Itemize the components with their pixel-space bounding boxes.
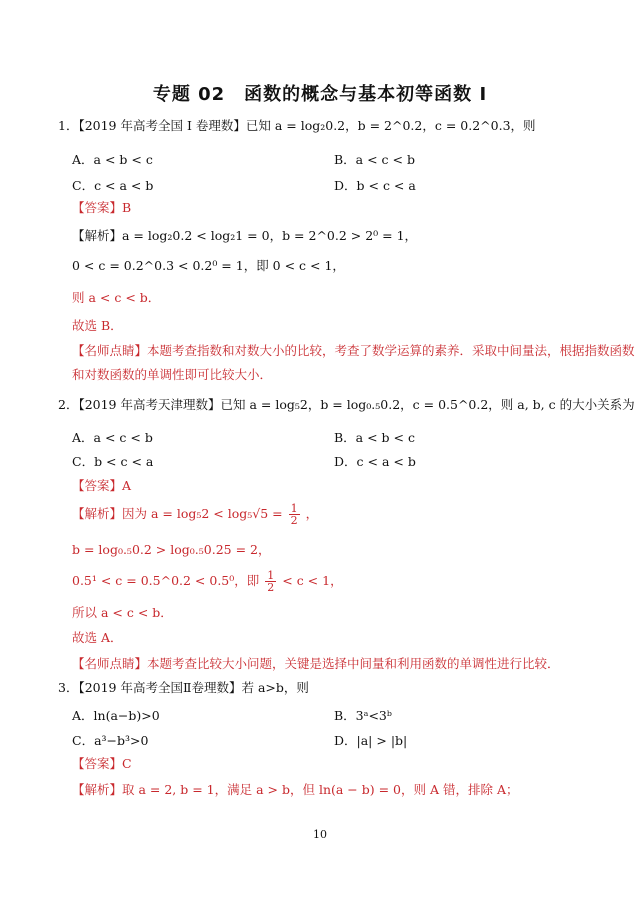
q2-analysis-2: b = log₀.₅0.2 > log₀.₅0.25 = 2，	[72, 542, 271, 557]
q1-analysis-3: 则 a < c < b．	[72, 290, 161, 305]
q2-analysis-3-tail: < c < 1，	[282, 573, 343, 588]
page-number: 10	[313, 828, 327, 841]
q2-stem: 2．【2019 年高考天津理数】已知 a = log₅2，b = log₀.₅0.2，c = 0.5^0.2，则 a, b, c 的大小关系为	[58, 397, 635, 412]
fraction-denominator: 2	[290, 514, 298, 527]
fraction-numerator: 1	[290, 502, 298, 515]
q3-option-d: D．|a| > |b|	[334, 733, 408, 748]
q2-analysis-3-text: 0.5¹ < c = 0.5^0.2 < 0.5⁰，即	[72, 573, 260, 588]
q2-analysis-4: 所以 a < c < b．	[72, 605, 173, 620]
q3-answer: 【答案】C	[72, 756, 132, 771]
q2-analysis-3	[72, 570, 343, 593]
page-title: 专题 02 函数的概念与基本初等函数 I	[152, 84, 488, 105]
q2-option-c: C．b < c < a	[72, 454, 154, 469]
q2-analysis-1-fraction	[289, 503, 300, 526]
q1-comment-2: 和对数函数的单调性即可比较大小．	[72, 367, 273, 382]
q1-stem: 1．【2019 年高考全国 I 卷理数】已知 a = log₂0.2，b = 2^0.2，c = 0.2^0.3，则	[58, 118, 536, 133]
q1-option-d: D．b < c < a	[334, 178, 416, 193]
q2-analysis-1-text: 【解析】因为 a = log₅2 < log₅√5 =	[72, 506, 283, 521]
fraction-denominator: 2	[267, 581, 275, 594]
q2-choose: 故选 A．	[72, 630, 123, 645]
q2-option-d: D．c < a < b	[334, 454, 416, 469]
q1-choose: 故选 B．	[72, 318, 123, 333]
q2-analysis-3-fraction	[265, 570, 276, 593]
q2-option-b: B．a < b < c	[334, 430, 415, 445]
q2-analysis-1-tail: ，	[305, 506, 319, 521]
q1-comment-1: 【名师点睛】本题考查指数和对数大小的比较，考查了数学运算的素养．采取中间量法，根据指数函数	[72, 343, 635, 358]
q3-analysis-1: 【解析】取 a = 2, b = 1，满足 a > b，但 ln(a − b) = 0，则 A 错，排除 A；	[72, 782, 519, 797]
q3-option-c: C．a³−b³>0	[72, 733, 149, 748]
q2-answer: 【答案】A	[72, 478, 132, 493]
q3-stem: 3．【2019 年高考全国Ⅱ卷理数】若 a>b，则	[58, 680, 309, 695]
q3-option-b: B．3ᵃ<3ᵇ	[334, 708, 392, 723]
q1-option-b: B．a < c < b	[334, 152, 415, 167]
q1-option-c: C．c < a < b	[72, 178, 154, 193]
q3-option-a: A．ln(a−b)>0	[72, 708, 160, 723]
q1-analysis-1: 【解析】a = log₂0.2 < log₂1 = 0，b = 2^0.2 > 2⁰ = 1，	[72, 228, 418, 243]
q2-comment: 【名师点睛】本题考查比较大小问题，关键是选择中间量和利用函数的单调性进行比较．	[72, 656, 560, 671]
q1-answer: 【答案】B	[72, 200, 132, 215]
fraction-numerator: 1	[267, 569, 275, 582]
q1-option-a: A．a < b < c	[72, 152, 153, 167]
q1-analysis-2: 0 < c = 0.2^0.3 < 0.2⁰ = 1，即 0 < c < 1，	[72, 258, 345, 273]
q2-option-a: A．a < c < b	[72, 430, 153, 445]
q2-analysis-1	[72, 503, 318, 526]
